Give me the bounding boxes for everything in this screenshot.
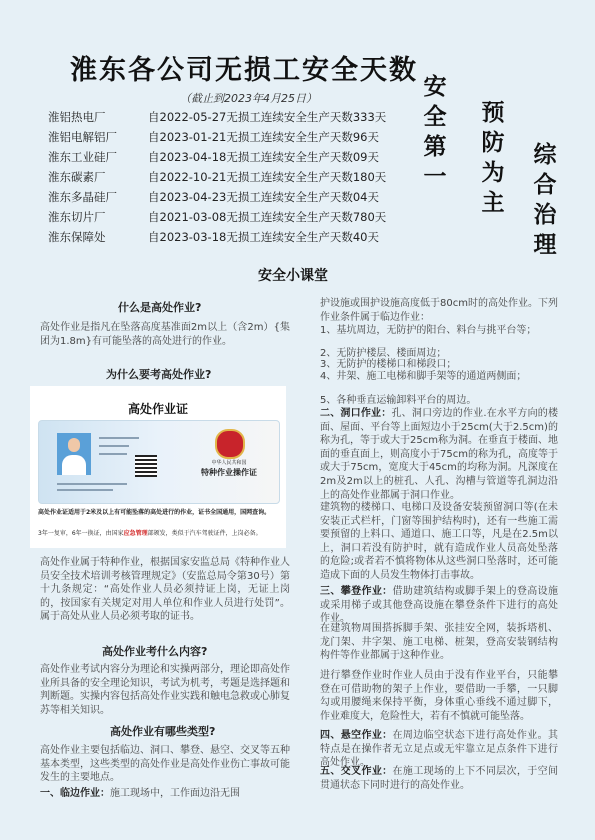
company-row <box>48 209 386 225</box>
page-title: 淮东各公司无损工安全天数 <box>70 55 418 86</box>
list-item: 1、基坑周边，无防护的阳台、料台与挑平台等； <box>320 325 537 336</box>
list-item: 5、各种垂直运输卸料平台的周边。 <box>320 395 477 406</box>
paragraph: 在建筑物周围搭拆脚手架、张挂安全网，装拆塔机、龙门架、井字架、施工电梯、桩架，登高安装钢结构构件等作业都属于这种作业。 <box>320 623 558 662</box>
safe-days-text: 自2022-05-27无损工连续安全生产天数333天 <box>148 110 387 124</box>
company-name: 淮东工业硅厂 <box>48 150 117 164</box>
portrait-photo <box>57 433 91 475</box>
slogan-prevention-first: 预防为主 <box>481 100 505 216</box>
date-subtitle: （截止到2023年4月25日） <box>180 92 317 105</box>
certificate-name: 特种作业操作证 <box>201 468 257 477</box>
company-name: 淮铝热电厂 <box>48 110 106 124</box>
certificate-country: 中华人民共和国 <box>211 460 247 466</box>
qr-code-icon <box>135 455 157 477</box>
question-heading: 高处作业考什么内容? <box>102 645 208 658</box>
company-row <box>48 149 379 165</box>
paragraph: 三、攀登作业：借助建筑结构或脚手架上的登高设施或采用梯子或其他登高设施在攀登条件下进行的高处作业。 <box>320 586 559 625</box>
company-row <box>48 109 386 125</box>
company-name: 淮东碳素厂 <box>48 170 106 184</box>
company-row <box>48 169 386 185</box>
question-heading: 高处作业有哪些类型? <box>110 725 216 738</box>
safe-days-text: 自2023-04-18无损工连续安全生产天数09天 <box>148 150 379 164</box>
company-name: 淮东切片厂 <box>48 210 106 224</box>
company-row <box>48 229 379 245</box>
certificate-card <box>38 420 280 504</box>
paragraph: 高处作业属于特种作业，根据国家安监总局《特种作业人员安全技术培训考核管理规定》（安监总局令第30号）第十九条规定：“高处作业人员必须持证上岗，无证上岗的，按国家有关规定对用人单位和作业人员进行处罚”。属于高处从业人员必须考取的证书。 <box>40 557 290 623</box>
section-title: 安全小课堂 <box>258 268 328 284</box>
slogan-safety-first: 安全第一 <box>423 74 447 190</box>
list-item: 2、无防护楼层、楼面周边； <box>320 348 447 359</box>
company-name: 淮东保障处 <box>48 230 106 244</box>
certificate-image <box>30 386 286 548</box>
paragraph: 建筑物的楼梯口、电梯口及设备安装预留洞口等(在未安装正式栏杆，门窗等围护结构时)，还有一些施工需要预留的上料口、通道口、施工口等，凡是在2.5m以上，洞口若没有防护时，就有造成作业人员高处坠落的危险;或者若不慎将物体从这些洞口坠落时，还可能造成下面的人员发生物体打击事故。 <box>320 502 558 581</box>
safe-days-text: 自2023-01-21无损工连续安全生产天数96天 <box>148 130 379 144</box>
safe-days-text: 自2021-03-08无损工连续安全生产天数780天 <box>148 210 387 224</box>
company-name: 淮东多晶硅厂 <box>48 190 117 204</box>
paragraph: 高处作业主要包括临边、洞口、攀登、悬空、交叉等五种基本类型，这些类型的高处作业是高处作业伤亡事故可能发生的主要地点。 <box>40 745 290 784</box>
question-heading: 什么是高处作业? <box>118 301 202 314</box>
safe-days-text: 自2023-03-18无损工连续安全生产天数40天 <box>148 230 379 244</box>
safe-days-text: 自2022-10-21无损工连续安全生产天数180天 <box>148 170 387 184</box>
paragraph: 进行攀登作业时作业人员由于没有作业平台，只能攀登在可借助物的架子上作业，要借助一手攀，一只脚勾或用腰绳来保持平衡，身体重心垂线不通过脚下，作业难度大，危险性大，若有不慎就可能坠落。 <box>320 670 558 722</box>
company-row <box>48 129 379 145</box>
certificate-title: 高处作业证 <box>127 402 188 416</box>
paragraph: 二、洞口作业：孔、洞口旁边的作业.在水平方向的楼面、屋面、平台等上面短边小于25cm(大于2.5cm)的称为孔，等于或大于25cm称为洞。在垂直于楼面、地面的垂直面上，则高度小于75cm的称为孔，高度等于或大于75cm，宽度大于45cm的均称为洞。凡深度在2m及2m以上的桩孔、人孔、沟槽与管道等孔洞边沿上的高处作业都属于洞口作业。 <box>320 408 558 501</box>
question-heading: 为什么要考高处作业? <box>106 368 212 381</box>
national-emblem-icon <box>215 429 245 459</box>
safe-days-text: 自2023-04-23无损工连续安全生产天数04天 <box>148 190 379 204</box>
company-row <box>48 189 379 205</box>
paragraph: 一、临边作业：施工现场中，工作面边沿无围 <box>40 788 240 799</box>
paragraph: 高处作业是指凡在坠落高度基准面2m以上（含2m）{集团为1.8m}有可能坠落的高处进行的作业。 <box>40 322 290 347</box>
paragraph: 四、悬空作业：在周边临空状态下进行高处作业。其特点是在操作者无立足点或无牢靠立足点条件下进行高处作业。 <box>320 730 559 769</box>
certificate-note-renewal: 3年一复审，6年一换证，由国家应急管理部颁发，类似于汽车驾驶证件，上岗必备。 <box>38 530 262 537</box>
paragraph: 护设施或围护设施高度低于80cm时的高处作业。下列作业条件属于临边作业： <box>320 298 558 323</box>
list-item: 3、无防护的楼梯口和梯段口； <box>320 359 457 370</box>
slogan-comprehensive-management: 综合治理 <box>533 142 557 258</box>
certificate-note: 高处作业证适用于2米及以上有可能坠落的高处进行的作业，证书全国通用，国网查询。 <box>38 509 271 516</box>
company-name: 淮铝电解铝厂 <box>48 130 117 144</box>
list-item: 4、井架、施工电梯和脚手架等的通道两侧面； <box>320 371 527 382</box>
paragraph: 五、交叉作业：在施工现场的上下不同层次，于空间贯通状态下同时进行的高处作业。 <box>320 766 559 791</box>
paragraph: 高处作业考试内容分为理论和实操两部分，理论即高处作业所具备的安全理论知识，考试为机考，考题是选择题和判断题。实操内容包括高处作业实践和触电急救或心肺复苏等相关知识。 <box>40 664 290 716</box>
